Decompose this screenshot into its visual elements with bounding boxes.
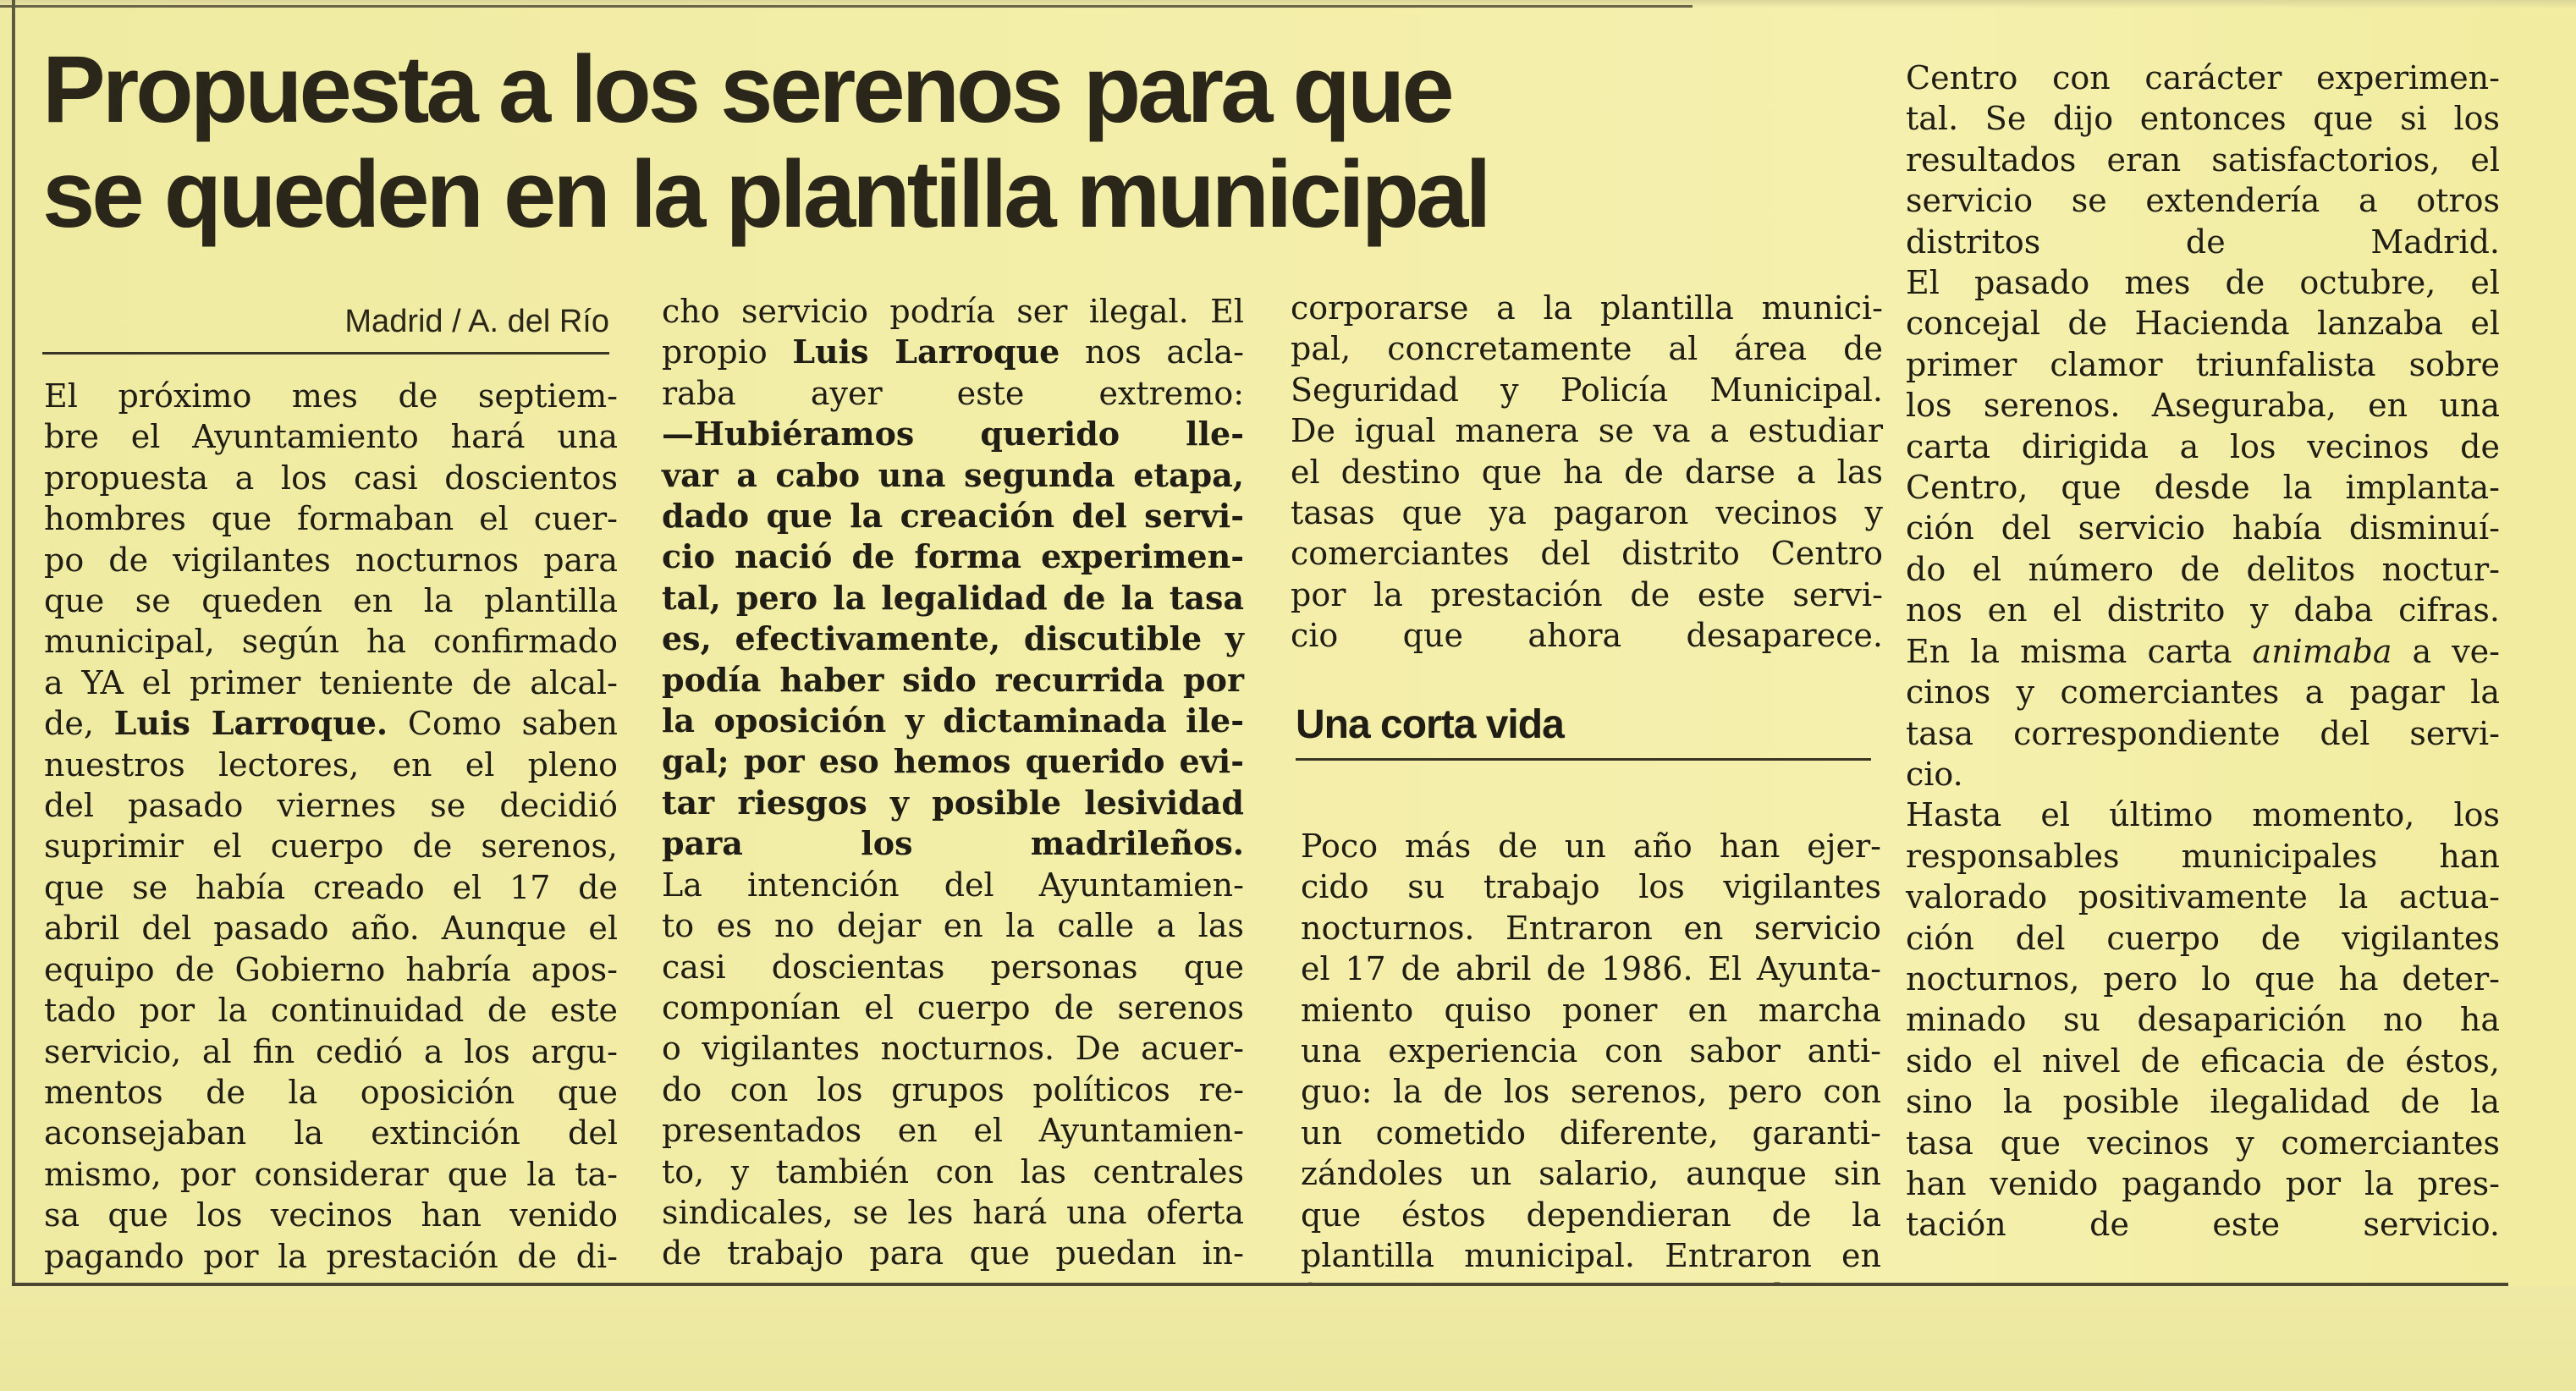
column-2	[662, 291, 1244, 1274]
left-border-line	[0, 0, 15, 1303]
paper-margin-bottom	[0, 1286, 2576, 1391]
subhead-divider	[1296, 758, 1871, 761]
column-3-bottom: Poco más de un año han ejer- cido su trabajo los vigilantes nocturnos. Entraron en servicio el 17 de abril de 1986. El Ayunta- miento quiso poner en marcha una experiencia con sabor anti- guo: la de los serenos, pero con un cometido diferente, garanti- zándoles un salario, aunque sin que éstos dependieran de la plantilla municipal. Entraron en	[1301, 827, 1881, 1275]
section-subhead: Una corta vida	[1296, 702, 1564, 747]
column-1-name: Luis Larroque.	[113, 704, 388, 743]
column-2-quote: —Hubiéramos querido lle- var a cabo una segunda etapa, dado que la creación del servi- cio nació de forma experimen- tal, pero la legalidad de la tasa es, efectivamente, discutible y podía haber sido recurrida por la oposición y dictaminada ile- gal; por eso hemos querido evi- tar riesgos y posible lesividad para los madrileños.	[662, 415, 1244, 863]
column-2-text: La intención del Ayuntamien- to es no dejar en la calle a las casi doscientas personas que componían el cuerpo de serenos o vigilantes nocturnos. De acuer- do con los grupos políticos re- presentados en el Ayuntamien- to, y también con las centrales sindicales, se les hará una oferta de trabajo para que puedan in-	[662, 866, 1244, 1273]
column-2-name: Luis Larroque	[792, 333, 1060, 371]
column-1-text-tail: Como saben nuestros lectores, en el pleno del pasado viernes se decidió suprimir el cuerpo de serenos, que se había creado el 17 de abril del pasado año. Aunque el equipo de Gobierno habría apos- tado por la continuidad de este servicio, al fin cedió a los argu- mentos de la oposición que aconsejaban la extinción del mismo, por considerar que la ta- sa que los vecinos han venido pagando por la prestación de di-	[44, 705, 618, 1275]
column-2-intro: cho servicio podría ser ilegal. El propio	[662, 293, 1244, 371]
article-byline: Madrid / A. del Río	[344, 304, 609, 339]
top-border-line	[0, 0, 1693, 8]
column-1-text: El próximo mes de septiem- bre el Ayuntamiento hará una propuesta a los casi doscientos hombres que formaban el cuer- po de vigilantes nocturnos para que se queden en la plantilla municipal, según ha confirmado a YA el primer teniente de alcal- de,	[44, 377, 618, 743]
column-4-text: Centro con carácter experimen- tal. Se dijo entonces que si los resultados eran satisfactorios, el servicio se extendería a otros distritos de Madrid. El pasado mes de octubre, el concejal de Hacienda lanzaba el primer clamor triunfalista sobre los serenos. Aseguraba, en una carta dirigida a los vecinos de Centro, que desde la implanta- ción del servicio había disminuí- do el número de delitos noctur- nos en el distrito y daba cifras. En la misma carta	[1906, 59, 2500, 670]
column-1	[44, 376, 618, 1277]
column-4-italic: animaba	[2252, 632, 2392, 670]
column-4	[1906, 58, 2500, 1245]
byline-divider	[42, 352, 609, 355]
article-headline: Propuesta a los serenos para que se queden en la plantilla municipal	[42, 36, 1489, 247]
column-2-intro-tail: nos acla- raba ayer este extremo:	[662, 333, 1244, 412]
column-4-text-tail: a ve- cinos y comerciantes a pagar la tasa correspondiente del servi- cio. Hasta el último momento, los responsables municipales han valorado positivamente la actua- ción del cuerpo de vigilantes nocturnos, pero lo que ha deter- minado su desaparición no ha sido el nivel de eficacia de éstos, sino la posible ilegalidad de la tasa que vecinos y comerciantes han venido pagando por la pres- tación de este servicio.	[1906, 632, 2501, 1244]
column-3-top: corporarse a la plantilla munici- pal, concretamente al área de Seguridad y Policía Municipal. De igual manera se va a estudiar el destino que ha de darse a las tasas que ya pagaron vecinos y comerciantes del distrito Centro por la prestación de este servi- cio que ahora desaparece.	[1291, 289, 1883, 655]
